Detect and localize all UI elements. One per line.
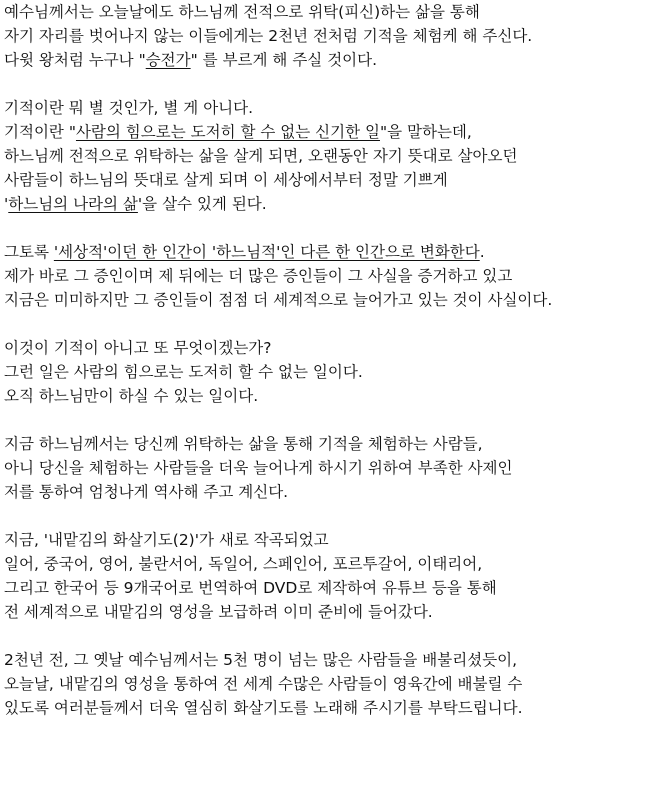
- paragraph-gap: [4, 312, 668, 336]
- text-line: [4, 24, 668, 48]
- paragraph-gap: [4, 504, 668, 528]
- text-line: [4, 144, 668, 168]
- text-segment: 일어, 중국어, 영어, 불란서어, 독일어, 스페인어, 포르투갈어, 이태리어,: [4, 555, 483, 573]
- text-segment: 오직 하느님만이 하실 수 있는 일이다.: [4, 387, 259, 405]
- paragraph-gap: [4, 72, 668, 96]
- text-line: [4, 384, 668, 408]
- underlined-phrase: 승전가: [145, 51, 191, 69]
- text-segment: 기적이란 ": [4, 123, 76, 141]
- text-line: [4, 648, 668, 672]
- text-line: [4, 96, 668, 120]
- text-line: [4, 0, 668, 24]
- text-segment: 2천년 전, 그 옛날 예수님께서는 5천 명이 넘는 많은 사람들을 배불리셨듯이,: [4, 651, 518, 669]
- text-segment: 하느님께 전적으로 위탁하는 삶을 살게 되면, 오랜동안 자기 뜻대로 살아오던: [4, 147, 518, 165]
- paragraph: [4, 336, 668, 408]
- text-line: [4, 360, 668, 384]
- text-line: [4, 528, 668, 552]
- text-segment: "을 말하는데,: [379, 123, 472, 141]
- text-line: [4, 552, 668, 576]
- text-line: [4, 672, 668, 696]
- paragraph: [4, 96, 668, 216]
- paragraph: [4, 0, 668, 72]
- text-segment: 제가 바로 그 증인이며 제 뒤에는 더 많은 증인들이 그 사실을 증거하고 있고: [4, 267, 513, 285]
- text-segment: 그토록: [4, 243, 54, 261]
- text-segment: 지금, '내맡김의 화살기도(2)'가 새로 작곡되었고: [4, 531, 329, 549]
- text-line: [4, 240, 668, 264]
- text-segment: '을 살수 있게 된다.: [137, 195, 267, 213]
- paragraph-gap: [4, 216, 668, 240]
- paragraph: [4, 528, 668, 624]
- text-segment: 예수님께서는 오늘날에도 하느님께 전적으로 위탁(피신)하는 삶을 통해: [4, 3, 480, 21]
- text-segment: 자기 자리를 벗어나지 않는 이들에게는 2천년 전처럼 기적을 체험케 해 주신다.: [4, 27, 533, 45]
- text-line: [4, 576, 668, 600]
- paragraph: [4, 240, 668, 312]
- text-segment: 아니 당신을 체험하는 사람들을 더욱 늘어나게 하시기 위하여 부족한 사제인: [4, 459, 513, 477]
- underlined-phrase: 사람의 힘으로는 도저히 할 수 없는 신기한 일: [75, 123, 380, 141]
- text-segment: 기적이란 뭐 별 것인가, 별 게 아니다.: [4, 99, 254, 117]
- text-segment: 그런 일은 사람의 힘으로는 도저히 할 수 없는 일이다.: [4, 363, 363, 381]
- underlined-phrase: 하느님의 나라의 삶: [8, 195, 138, 213]
- text-segment: " 를 부르게 해 주실 것이다.: [190, 51, 378, 69]
- underlined-phrase: '세상적'이던 한 인간이 '하느님적'인 다른 한 인간으로 변화한다: [53, 243, 480, 261]
- text-segment: .: [479, 243, 485, 261]
- text-segment: 이것이 기적이 아니고 또 무엇이겠는가?: [4, 339, 272, 357]
- text-line: [4, 336, 668, 360]
- text-line: [4, 288, 668, 312]
- text-line: [4, 264, 668, 288]
- paragraph: [4, 648, 668, 720]
- text-segment: 사람들이 하느님의 뜻대로 살게 되며 이 세상에서부터 정말 기쁘게: [4, 171, 448, 189]
- text-line: [4, 600, 668, 624]
- text-line: [4, 456, 668, 480]
- text-line: [4, 192, 668, 216]
- text-segment: 그리고 한국어 등 9개국어로 번역하여 DVD로 제작하여 유튜브 등을 통해: [4, 579, 497, 597]
- text-segment: 있도록 여러분들께서 더욱 열심히 화살기도를 노래해 주시기를 부탁드립니다.: [4, 699, 523, 717]
- text-segment: 지금 하느님께서는 당신께 위탁하는 삶을 통해 기적을 체험하는 사람들,: [4, 435, 483, 453]
- text-segment: 오늘날, 내맡김의 영성을 통하여 전 세계 수많은 사람들이 영육간에 배불릴 수: [4, 675, 523, 693]
- text-line: [4, 48, 668, 72]
- text-line: [4, 168, 668, 192]
- text-line: [4, 432, 668, 456]
- text-line: [4, 120, 668, 144]
- paragraph-gap: [4, 624, 668, 648]
- text-segment: 전 세계적으로 내맡김의 영성을 보급하려 이미 준비에 들어갔다.: [4, 603, 433, 621]
- text-line: [4, 696, 668, 720]
- text-line: [4, 480, 668, 504]
- paragraph: [4, 432, 668, 504]
- document-body: [4, 0, 668, 720]
- text-segment: 지금은 미미하지만 그 증인들이 점점 더 세계적으로 늘어가고 있는 것이 사실이다.: [4, 291, 553, 309]
- text-segment: 다윗 왕처럼 누구나 ": [4, 51, 146, 69]
- text-segment: ': [4, 195, 9, 213]
- text-segment: 저를 통하여 엄청나게 역사해 주고 계신다.: [4, 483, 289, 501]
- paragraph-gap: [4, 408, 668, 432]
